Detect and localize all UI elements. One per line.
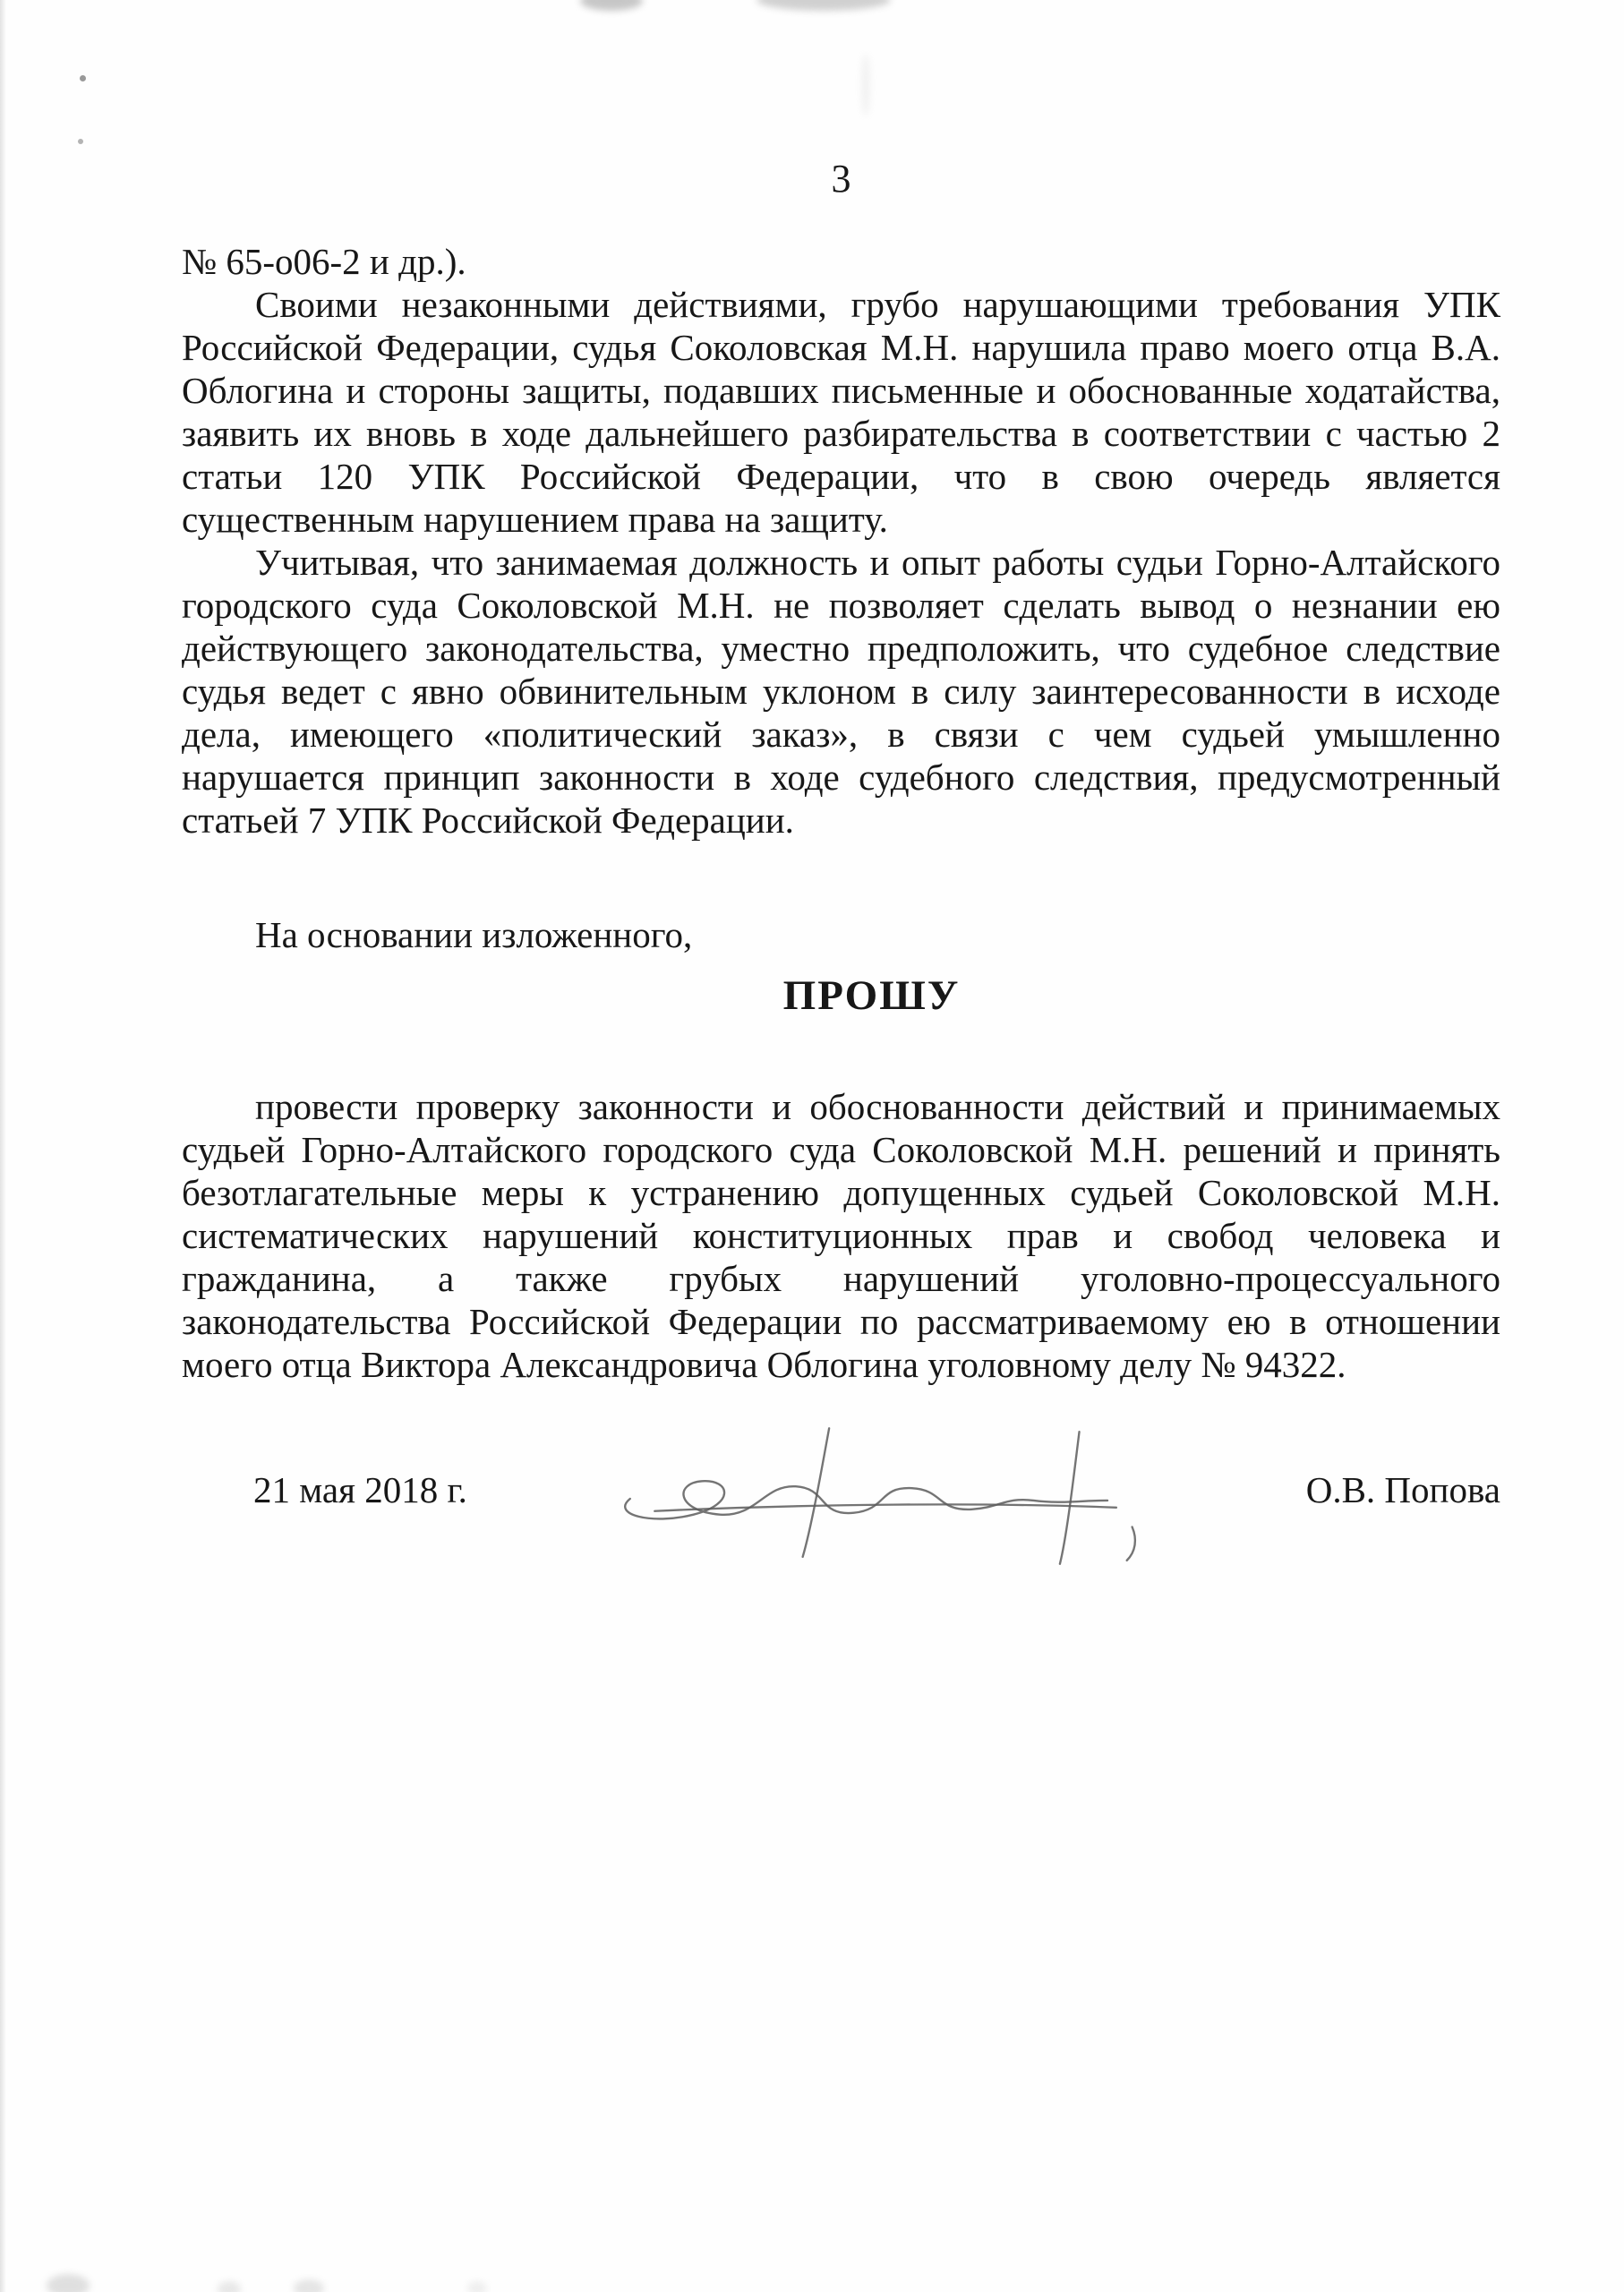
scan-artifact: [294, 2279, 324, 2292]
scan-artifact: [467, 2281, 487, 2292]
page-number: 3: [831, 157, 851, 201]
scan-artifact: [756, 0, 891, 11]
paragraph-violation: Своими незаконными действиями, грубо нарушающими требования УПК Российской Федерации, судья Соколовская М.Н. нарушила право моего отца В.А. Облогина и стороны защиты, подавших письменные и обоснованные ходатайства, заявить их вновь в ходе дальнейшего разбирательства в соответствии с частью 2 статьи 120 УПК Российской Федерации, что в свою очередь является существенным нарушением права на защиту.: [182, 284, 1500, 540]
signature-block: [182, 1468, 1500, 1585]
document-body: [182, 240, 1500, 1386]
scan-artifact: [47, 2274, 90, 2292]
scan-artifact: [218, 2281, 241, 2292]
paragraph-basis: На основании изложенного,: [255, 914, 693, 955]
handwritten-signature: [618, 1422, 1164, 1574]
scan-edge-artifact: [0, 0, 6, 2292]
scan-speck: [78, 139, 83, 144]
scan-artifact: [580, 0, 643, 11]
signature-name: О.В. Попова: [1305, 1469, 1500, 1510]
scan-speck: [80, 75, 86, 81]
scan-artifact: [861, 54, 870, 116]
signature-date: 21 мая 2018 г.: [253, 1469, 467, 1510]
paragraph-motive: Учитывая, что занимаемая должность и опыт работы судьи Горно-Алтайского городского суда Соколовской М.Н. не позволяет сделать вывод о незнании ею действующего законодательства, уместно предположить, что судебное следствие судья ведет с явно обвинительным уклоном в силу заинтересованности в исходе дела, имеющего «политический заказ», в связи с чем судьей умышленно нарушается принцип законности в ходе судебного следствия, предусмотренный статьей 7 УПК Российской Федерации.: [182, 542, 1500, 841]
case-reference-line: № 65-о06-2 и др.).: [182, 241, 466, 282]
paragraph-request: провести проверку законности и обоснованности действий и принимаемых судьей Горно-Алтайского городского суда Соколовской М.Н. решений и принять безотлагательные меры к устранению допущенных судьей Соколовской М.Н. систематических нарушений конституционных прав и свобод человека и гражданина, а также грубых нарушений уголовно-процессуального законодательства Российской Федерации по рассматриваемому ею в отношении моего отца Виктора Александровича Облогина уголовному делу № 94322.: [182, 1086, 1500, 1385]
request-heading: ПРОШУ: [782, 972, 961, 1019]
